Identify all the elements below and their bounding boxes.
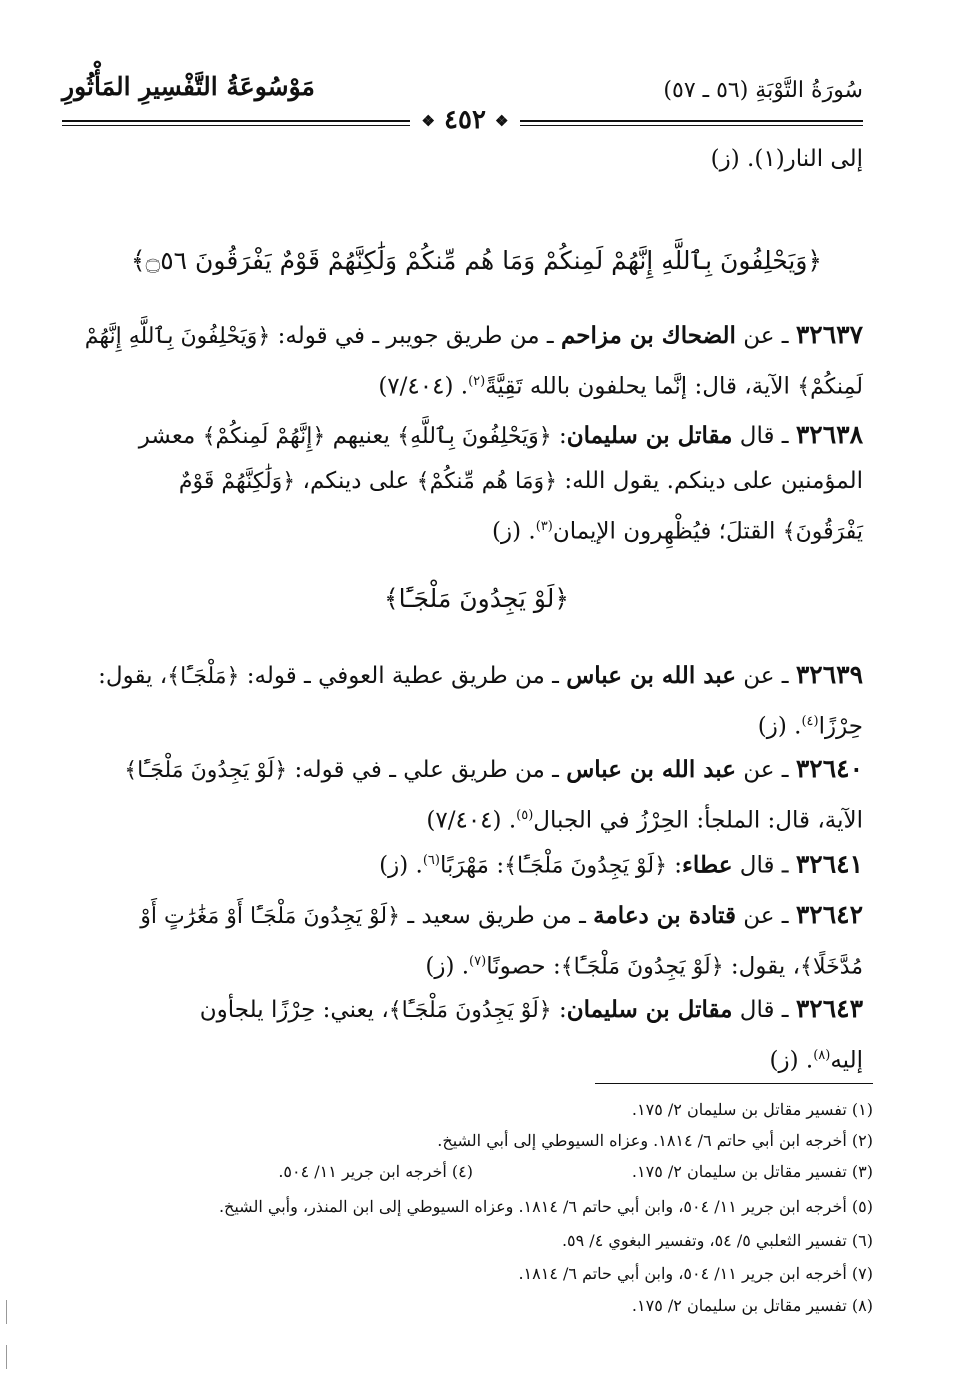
- entry-number: ٣٢٦٣٧: [795, 320, 863, 349]
- page-number: ٤٥٢: [444, 105, 486, 135]
- narrator-name: مقاتل بن سليمان: [566, 996, 733, 1023]
- quran-quote: ﴿لَوْ يَجِدُونَ مَلْجَـًٔا﴾: [124, 758, 288, 783]
- footnote-5: (٥) أخرجه ابن جرير ١١/ ٥٠٤، وابن أبي حاتم ٦/ ١٨١٤. وعزاه السيوطي إلى ابن المنذر، وأبي الشيخ.: [218, 1197, 873, 1216]
- quran-quote: لَمِنكُمْ﴾: [797, 374, 863, 400]
- footnote-ref: (٤): [801, 714, 819, 729]
- narrator-name: عبد الله بن عباس: [566, 756, 736, 783]
- quran-quote: ﴿لَوْ يَجِدُونَ مَلْجَـًٔا﴾: [560, 954, 724, 980]
- quran-quote: ﴿لَوْ يَجِدُونَ مَلْجَـًٔا﴾: [504, 853, 667, 879]
- quran-quote: ﴿لَوْ يَجِدُونَ مَلْجَـًٔا﴾: [388, 998, 552, 1023]
- cross-ref: . (٧/٤٠٤): [378, 373, 469, 400]
- entry-number: ٣٢٦٣٨: [795, 420, 863, 449]
- quran-quote: ﴿مَلْجَـًٔا﴾: [167, 664, 240, 689]
- surah-header: سُورَةُ التَّوْبَةِ (٥٦ ـ ٥٧): [663, 78, 863, 103]
- footnote-2: (٢) أخرجه ابن أبي حاتم ٦/ ١٨١٤. وعزاه السيوطي إلى أبي الشيخ.: [437, 1131, 873, 1150]
- narrator-name: عطاء: [682, 851, 733, 879]
- quran-quote: ﴿إِنَّهُمْ لَمِنكُمْ﴾: [202, 424, 326, 449]
- quran-quote: ﴿وَمَا هُم مِّنكُمْ﴾: [416, 469, 558, 494]
- quran-quote: مُدَّخَلًا﴾: [800, 954, 863, 980]
- cross-ref: . (ز): [757, 713, 802, 740]
- entry-32640: ٣٢٦٤٠ ـ عن عبد الله بن عباس ـ من طريق علي ـ في قوله: ﴿لَوْ يَجِدُونَ مَلْجَـًٔا﴾ الآية، قال: الملجأ: الحِرْزُ في الجبال$^{(٥)}$. (٧/٤٠٤): [124, 754, 863, 834]
- quran-verse-57: ﴿لَوْ يَجِدُونَ مَلْجَـًٔا﴾: [383, 584, 570, 613]
- ornament-icon: ❖: [495, 112, 509, 130]
- entry-32642: ٣٢٦٤٢ ـ عن قتادة بن دعامة ـ من طريق سعيد ـ ﴿لَوْ يَجِدُونَ مَلْجَـًٔا أَوْ مَغَٰرَٰتٍ أَوْ مُدَّخَلًا﴾، يقول: ﴿لَوْ يَجِدُونَ مَلْجَـًٔا﴾: حصونًا$^{(٧)}$. (ز): [140, 900, 863, 980]
- footnote-separator: [595, 1083, 873, 1084]
- scan-margin-mark: [6, 1345, 7, 1369]
- narrator-name: الضحاك بن مزاحم: [560, 322, 736, 349]
- footnote-ref: (٧): [469, 954, 487, 969]
- entry-number: ٣٢٦٤١: [795, 849, 863, 879]
- cross-ref: . (٧/٤٠٤): [426, 807, 517, 834]
- entry-number: ٣٢٦٤٢: [795, 900, 863, 929]
- entry-32641: ٣٢٦٤١ ـ قال عطاء: ﴿لَوْ يَجِدُونَ مَلْجَـًٔا﴾: مَهْرَبًا$^{(٦)}$. (ز): [379, 849, 863, 879]
- cross-ref: . (ز): [769, 1047, 814, 1074]
- entry-number: ٣٢٦٤٣: [795, 994, 863, 1023]
- footnote-ref: (٣): [535, 519, 553, 534]
- entry-number: ٣٢٦٤٠: [795, 754, 863, 783]
- entry-32637: ٣٢٦٣٧ ـ عن الضحاك بن مزاحم ـ من طريق جويبر ـ في قوله: ﴿وَيَحْلِفُونَ بِٱللَّهِ إِنَّهُمْ لَمِنكُمْ﴾ الآية، قال: إنَّما يحلفون بالله تَقِيَّةً$^{(٢)}$. (٧/٤٠٤): [84, 320, 863, 400]
- entry-32639: ٣٢٦٣٩ ـ عن عبد الله بن عباس ـ من طريق عطية العوفي ـ قوله: ﴿مَلْجَـًٔا﴾، يقول: حِرْزًا$^{(٤)}$. (ز): [98, 660, 863, 740]
- entry-number: ٣٢٦٣٩: [795, 660, 863, 689]
- quran-quote: يَفْرَقُونَ﴾: [782, 519, 863, 545]
- cross-ref: . (ز): [425, 953, 470, 980]
- quran-verse-56: ﴿وَيَحْلِفُونَ بِٱللَّهِ إِنَّهُمْ لَمِنكُمْ وَمَا هُم مِّنكُمْ وَلَٰكِنَّهُمْ قَوْمٌ يَفْرَقُونَ ۝٥٦﴾: [130, 246, 823, 275]
- footnote-7: (٧) أخرجه ابن جرير ١١/ ٥٠٤، وابن أبي حاتم ٦/ ١٨١٤.: [518, 1264, 873, 1283]
- footnote-ref: (٦): [422, 853, 440, 868]
- footnote-8: (٨) تفسير مقاتل بن سليمان ٢/ ١٧٥.: [631, 1296, 873, 1315]
- page-number-box: [410, 103, 520, 137]
- entry-32643: ٣٢٦٤٣ ـ قال مقاتل بن سليمان: ﴿لَوْ يَجِدُونَ مَلْجَـًٔا﴾، يعني: حِرْزًا يلجأون إليه$^{(٨)}$. (ز): [199, 994, 863, 1074]
- scan-margin-mark: [6, 1300, 7, 1324]
- quran-quote: ﴿وَيَحْلِفُونَ بِٱللَّهِ﴾: [397, 424, 552, 449]
- narrator-name: عبد الله بن عباس: [566, 662, 736, 689]
- footnote-3: (٣) تفسير مقاتل بن سليمان ٢/ ١٧٥.: [631, 1162, 873, 1181]
- book-title: مَوْسُوعَةُ التَّفْسِيرِ المَأْثُورِ: [62, 72, 315, 101]
- footnote-6: (٦) تفسير الثعلبي ٥/ ٥٤، وتفسير البغوي ٤/ ٥٩.: [561, 1231, 873, 1250]
- footnote-ref: (٢): [468, 374, 486, 389]
- cross-ref: . (ز): [492, 518, 536, 545]
- narrator-name: قتادة بن دعامة: [593, 902, 736, 929]
- cross-ref: . (ز): [379, 852, 423, 879]
- ornament-icon: ❖: [421, 112, 435, 130]
- quran-quote: ﴿وَيَحْلِفُونَ بِٱللَّهِ إِنَّهُمْ: [84, 324, 271, 349]
- quran-quote: ﴿وَلَٰكِنَّهُمْ قَوْمٌ: [178, 469, 296, 494]
- continuation-text: إلى النار(١). (ز): [710, 146, 863, 172]
- narrator-name: مقاتل بن سليمان: [566, 422, 733, 449]
- footnote-1: (١) تفسير مقاتل بن سليمان ٢/ ١٧٥.: [631, 1100, 873, 1119]
- footnote-ref: (٥): [516, 808, 534, 823]
- quran-quote: ﴿لَوْ يَجِدُونَ مَلْجَـًٔا أَوْ مَغَٰرَٰتٍ أَوْ: [140, 904, 401, 929]
- entry-32638: ٣٢٦٣٨ ـ قال مقاتل بن سليمان: ﴿وَيَحْلِفُونَ بِٱللَّهِ﴾ يعنيهم ﴿إِنَّهُمْ لَمِنكُمْ﴾ معشر المؤمنين على دينكم. يقول الله: ﴿وَمَا هُم مِّنكُمْ﴾ على دينكم، ﴿وَلَٰكِنَّهُمْ قَوْمٌ يَفْرَقُونَ﴾ القتلَ؛ فيُظْهِرون الإيمان$^{(٣)}$. (ز): [138, 420, 863, 545]
- footnote-4: (٤) أخرجه ابن جرير ١١/ ٥٠٤.: [278, 1162, 473, 1181]
- footnote-ref: (٨): [813, 1048, 831, 1063]
